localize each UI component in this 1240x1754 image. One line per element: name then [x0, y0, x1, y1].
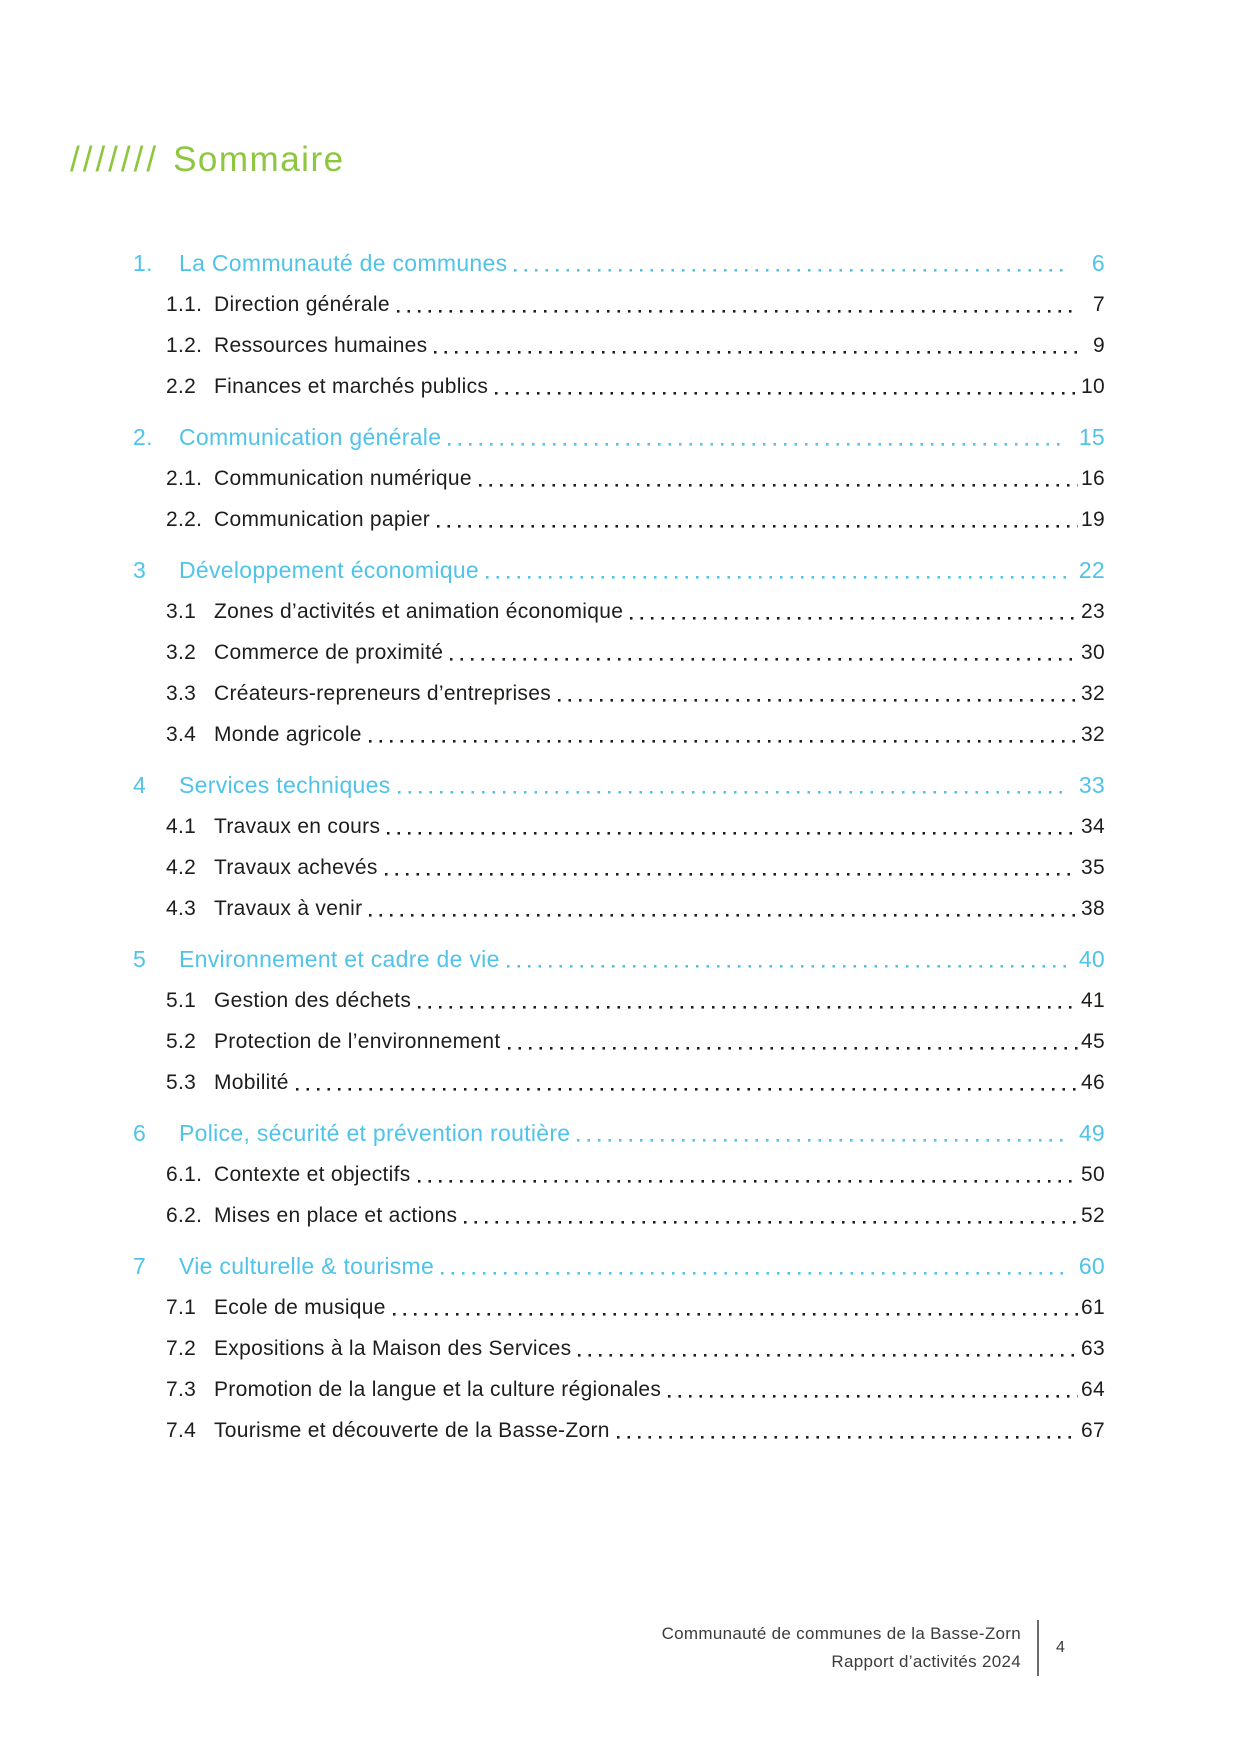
toc-dotted-leader [479, 458, 1078, 499]
toc-entry[interactable] [133, 325, 1105, 366]
toc-dotted-leader [434, 325, 1078, 366]
toc-entry[interactable] [133, 499, 1105, 540]
toc-dotted-leader [418, 1154, 1078, 1195]
toc-page-number: 7 [1093, 292, 1105, 316]
toc-entry-number: 5.3 [166, 1070, 197, 1094]
toc-dotted-leader [387, 806, 1078, 847]
toc-page-number: 9 [1093, 333, 1105, 357]
toc-dotted-leader [578, 1328, 1078, 1369]
toc-dotted-leader [508, 1021, 1078, 1062]
toc-entry-number: 3.1 [166, 599, 197, 623]
toc-entry-label: Travaux en cours [214, 814, 381, 838]
toc-entry[interactable] [133, 591, 1105, 632]
toc-entry-label: Zones d’activités et animation économique [214, 599, 624, 623]
toc-entry-number: 7 [133, 1253, 147, 1279]
footer-report-name: Rapport d’activités 2024 [831, 1652, 1021, 1671]
toc-page-number: 46 [1081, 1070, 1105, 1094]
toc-entry[interactable] [133, 632, 1105, 673]
toc-dotted-leader [448, 417, 1067, 458]
toc-dotted-leader [577, 1113, 1066, 1154]
toc-page-number: 22 [1078, 557, 1105, 583]
footer-document-info [662, 1620, 1021, 1676]
toc-entry-number: 5.2 [166, 1029, 197, 1053]
toc-page-number: 40 [1078, 946, 1105, 972]
toc-page-number: 41 [1081, 988, 1105, 1012]
toc-page-number: 49 [1078, 1120, 1105, 1146]
toc-entry[interactable] [133, 1246, 1105, 1287]
toc-entry[interactable] [133, 980, 1105, 1021]
toc-entry-label: Communication générale [179, 424, 442, 450]
toc-page-number: 67 [1081, 1418, 1105, 1442]
title-slashes-decoration: /////// [70, 140, 160, 179]
toc-entry-number: 6.1. [166, 1162, 203, 1186]
toc-entry-number: 2.2. [166, 507, 203, 531]
toc-entry-label: Promotion de la langue et la culture régionales [214, 1377, 662, 1401]
toc-entry-number: 3.4 [166, 722, 197, 746]
toc-entry[interactable] [133, 366, 1105, 407]
toc-page-number: 34 [1081, 814, 1105, 838]
toc-entry-number: 2. [133, 424, 153, 450]
toc-entry-label: La Communauté de communes [179, 250, 508, 276]
page-title [70, 140, 345, 180]
toc-entry-number: 1. [133, 250, 153, 276]
toc-entry-label: Protection de l’environnement [214, 1029, 501, 1053]
toc-entry-label: Mobilité [214, 1070, 289, 1094]
toc-entry[interactable] [133, 1410, 1105, 1451]
toc-page-number: 10 [1081, 374, 1105, 398]
toc-entry-number: 5 [133, 946, 147, 972]
toc-entry-label: Police, sécurité et prévention routière [179, 1120, 571, 1146]
toc-dotted-leader [630, 591, 1078, 632]
toc-dotted-leader [668, 1369, 1078, 1410]
toc-entry-number: 2.2 [166, 374, 197, 398]
toc-entry-number: 7.4 [166, 1418, 197, 1442]
toc-dotted-leader [486, 550, 1067, 591]
toc-page-number: 35 [1081, 855, 1105, 879]
footer-document-name: Communauté de communes de la Basse-Zorn [661, 1624, 1021, 1643]
toc-entry[interactable] [133, 417, 1105, 458]
toc-entry[interactable] [133, 1287, 1105, 1328]
toc-page-number: 6 [1091, 250, 1105, 276]
toc-entry[interactable] [133, 284, 1105, 325]
toc-dotted-leader [441, 1246, 1067, 1287]
toc-entry-number: 4 [133, 772, 147, 798]
toc-page-number: 33 [1078, 772, 1105, 798]
toc-page-number: 64 [1081, 1377, 1105, 1401]
toc-entry-number: 1.1. [166, 292, 203, 316]
toc-page-number: 50 [1081, 1162, 1105, 1186]
toc-page-number: 16 [1081, 466, 1105, 490]
toc-entry-number: 7.2 [166, 1336, 197, 1360]
toc-page-number: 30 [1081, 640, 1105, 664]
toc-dotted-leader [418, 980, 1078, 1021]
toc-entry[interactable] [133, 806, 1105, 847]
toc-entry-label: Services techniques [179, 772, 391, 798]
toc-page-number: 61 [1081, 1295, 1105, 1319]
toc-entry[interactable] [133, 1062, 1105, 1103]
toc-entry[interactable] [133, 1195, 1105, 1236]
toc-dotted-leader [437, 499, 1078, 540]
toc-entry[interactable] [133, 673, 1105, 714]
toc-entry[interactable] [133, 1021, 1105, 1062]
toc-entry-number: 6 [133, 1120, 147, 1146]
toc-dotted-leader [464, 1195, 1078, 1236]
toc-dotted-leader [507, 939, 1067, 980]
toc-entry-label: Créateurs-repreneurs d’entreprises [214, 681, 552, 705]
toc-entry[interactable] [133, 243, 1105, 284]
toc-entry-label: Ressources humaines [214, 333, 428, 357]
toc-page-number: 63 [1081, 1336, 1105, 1360]
toc-page-number: 15 [1078, 424, 1105, 450]
toc-entry[interactable] [133, 1113, 1105, 1154]
toc-dotted-leader [385, 847, 1078, 888]
toc-entry-number: 4.2 [166, 855, 197, 879]
toc-entry-number: 7.3 [166, 1377, 197, 1401]
toc-entry[interactable] [133, 458, 1105, 499]
toc-entry-label: Mises en place et actions [214, 1203, 458, 1227]
toc-page-number: 32 [1081, 722, 1105, 746]
page-title-text: Sommaire [173, 140, 345, 179]
toc-entry-number: 4.1 [166, 814, 197, 838]
toc-dotted-leader [369, 714, 1078, 755]
toc-entry-number: 2.1. [166, 466, 203, 490]
toc-entry-label: Contexte et objectifs [214, 1162, 411, 1186]
toc-entry-label: Développement économique [179, 557, 480, 583]
toc-page-number: 19 [1081, 507, 1105, 531]
toc-page-number: 23 [1081, 599, 1105, 623]
toc-page-number: 52 [1081, 1203, 1105, 1227]
toc-entry[interactable] [133, 1154, 1105, 1195]
toc-page-number: 60 [1078, 1253, 1105, 1279]
toc-dotted-leader [558, 673, 1078, 714]
toc-page-number: 32 [1081, 681, 1105, 705]
toc-entry-number: 3.2 [166, 640, 197, 664]
toc-dotted-leader [495, 366, 1078, 407]
toc-entry-number: 3.3 [166, 681, 197, 705]
toc-entry-label: Gestion des déchets [214, 988, 412, 1012]
toc-dotted-leader [398, 765, 1067, 806]
toc-entry[interactable] [133, 765, 1105, 806]
toc-entry-label: Travaux à venir [214, 896, 363, 920]
toc-dotted-leader [369, 888, 1078, 929]
toc-entry-label: Ecole de musique [214, 1295, 386, 1319]
toc-entry-label: Communication papier [214, 507, 431, 531]
toc-entry-label: Finances et marchés publics [214, 374, 489, 398]
toc-entry[interactable] [133, 550, 1105, 591]
toc-entry-number: 7.1 [166, 1295, 197, 1319]
toc-entry-label: Tourisme et découverte de la Basse-Zorn [214, 1418, 610, 1442]
toc-dotted-leader [397, 284, 1078, 325]
toc-entry-number: 3 [133, 557, 147, 583]
toc-entry[interactable] [133, 939, 1105, 980]
toc-entry[interactable] [133, 847, 1105, 888]
toc-dotted-leader [450, 632, 1078, 673]
toc-entry[interactable] [133, 1328, 1105, 1369]
toc-entry-label: Expositions à la Maison des Services [214, 1336, 572, 1360]
toc-dotted-leader [393, 1287, 1078, 1328]
toc-page-number: 45 [1081, 1029, 1105, 1053]
footer-divider [1037, 1620, 1039, 1676]
toc-entry-label: Communication numérique [214, 466, 472, 490]
toc-entry-label: Monde agricole [214, 722, 362, 746]
toc-entry[interactable] [133, 1369, 1105, 1410]
toc-entry-label: Direction générale [214, 292, 390, 316]
toc-page-number: 38 [1081, 896, 1105, 920]
toc-entry-label: Vie culturelle & tourisme [179, 1253, 435, 1279]
toc-entry-number: 4.3 [166, 896, 197, 920]
page-footer [662, 1620, 1078, 1676]
toc-entry-number: 5.1 [166, 988, 197, 1012]
toc-entry-number: 1.2. [166, 333, 203, 357]
toc-list [133, 233, 1105, 1451]
toc-entry-number: 6.2. [166, 1203, 203, 1227]
toc-entry[interactable] [133, 888, 1105, 929]
toc-dotted-leader [617, 1410, 1078, 1451]
footer-page-number: 4 [1056, 1639, 1065, 1656]
toc-dotted-leader [514, 243, 1069, 284]
toc-entry-label: Environnement et cadre de vie [179, 946, 500, 972]
toc-entry-label: Commerce de proximité [214, 640, 444, 664]
toc-dotted-leader [296, 1062, 1078, 1103]
toc-entry[interactable] [133, 714, 1105, 755]
toc-entry-label: Travaux achevés [214, 855, 378, 879]
